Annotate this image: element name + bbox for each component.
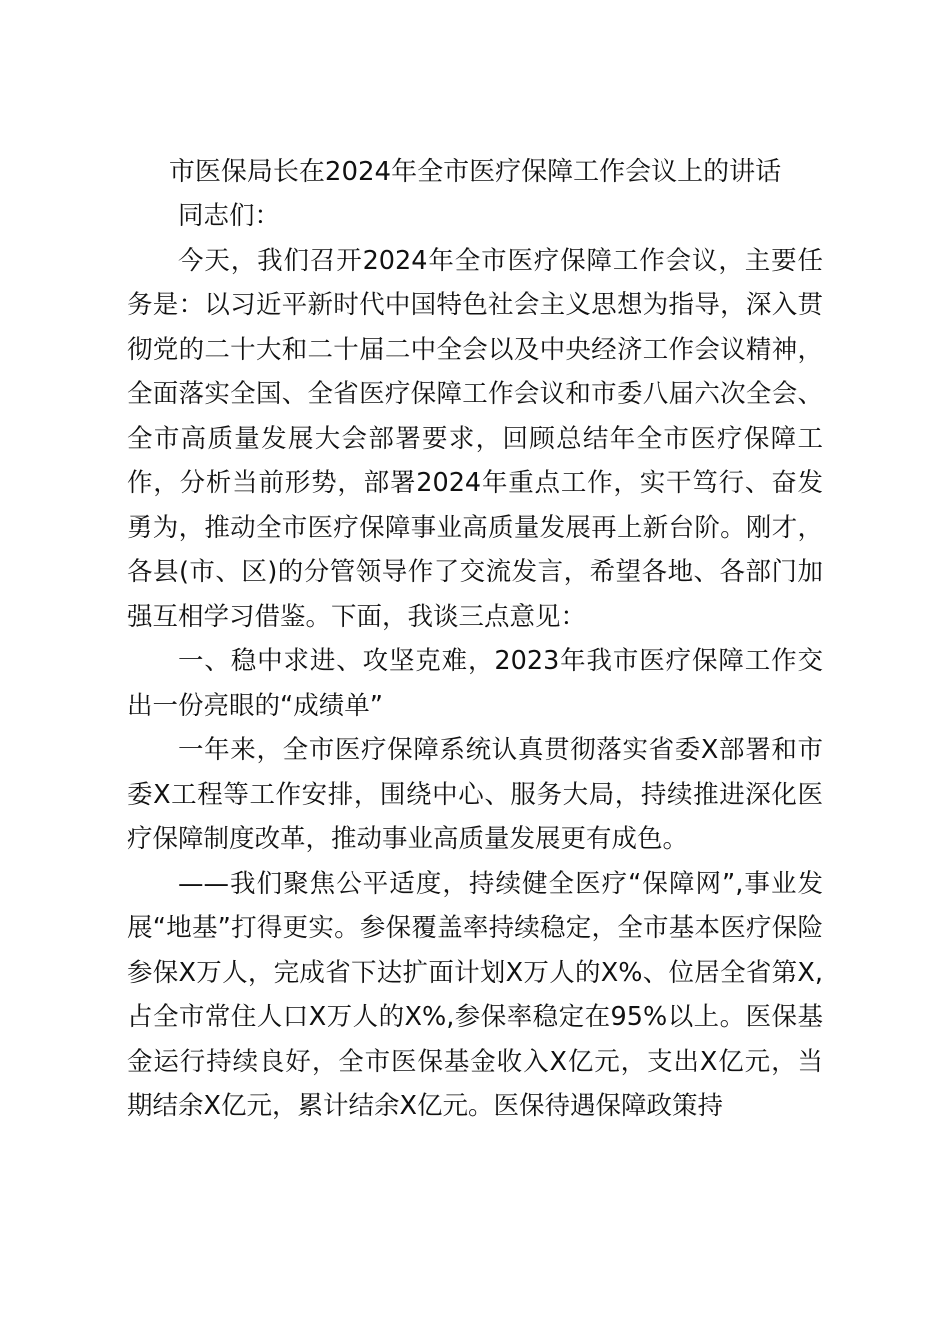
paragraph-summary: 一年来，全市医疗保障系统认真贯彻落实省委X部署和市委X工程等工作安排，围绕中心、服务大局，持续推进深化医疗保障制度改革，推动事业高质量发展更有成色。 — [127, 735, 823, 854]
section-heading-1: 一、稳中求进、攻坚克难，2023年我市医疗保障工作交出一份亮眼的“成绩单” — [127, 646, 823, 721]
document-title: 市医保局长在2024年全市医疗保障工作会议上的讲话 — [168, 157, 782, 187]
document-body — [127, 150, 823, 1129]
salutation: 同志们： — [178, 201, 281, 231]
paragraph-intro: 今天，我们召开2024年全市医疗保障工作会议，主要任务是：以习近平新时代中国特色社会主义思想为指导，深入贯彻党的二十大和二十届二中全会以及中央经济工作会议精神，全面落实全国、全省医疗保障工作会议和市委八届六次全会、全市高质量发展大会部署要求，回顾总结年全市医疗保障工作，分析当前形势，部署2024年重点工作，实干笃行、奋发勇为，推动全市医疗保障事业高质量发展再上新台阶。刚才，各县(市、区)的分管领导作了交流发言，希望各地、各部门加强互相学习借鉴。下面，我谈三点意见： — [127, 245, 823, 632]
paragraph-fairness: ——我们聚焦公平适度，持续健全医疗“保障网”,事业发展“地基”打得更实。参保覆盖率持续稳定，全市基本医疗保险参保X万人，完成省下达扩面计划X万人的X%、位居全省第X,占全市常住人口X万人的X%,参保率稳定在95%以上。医保基金运行持续良好，全市医保基金收入X亿元，支出X亿元，当期结余X亿元，累计结余X亿元。医保待遇保障政策持 — [127, 868, 823, 1121]
